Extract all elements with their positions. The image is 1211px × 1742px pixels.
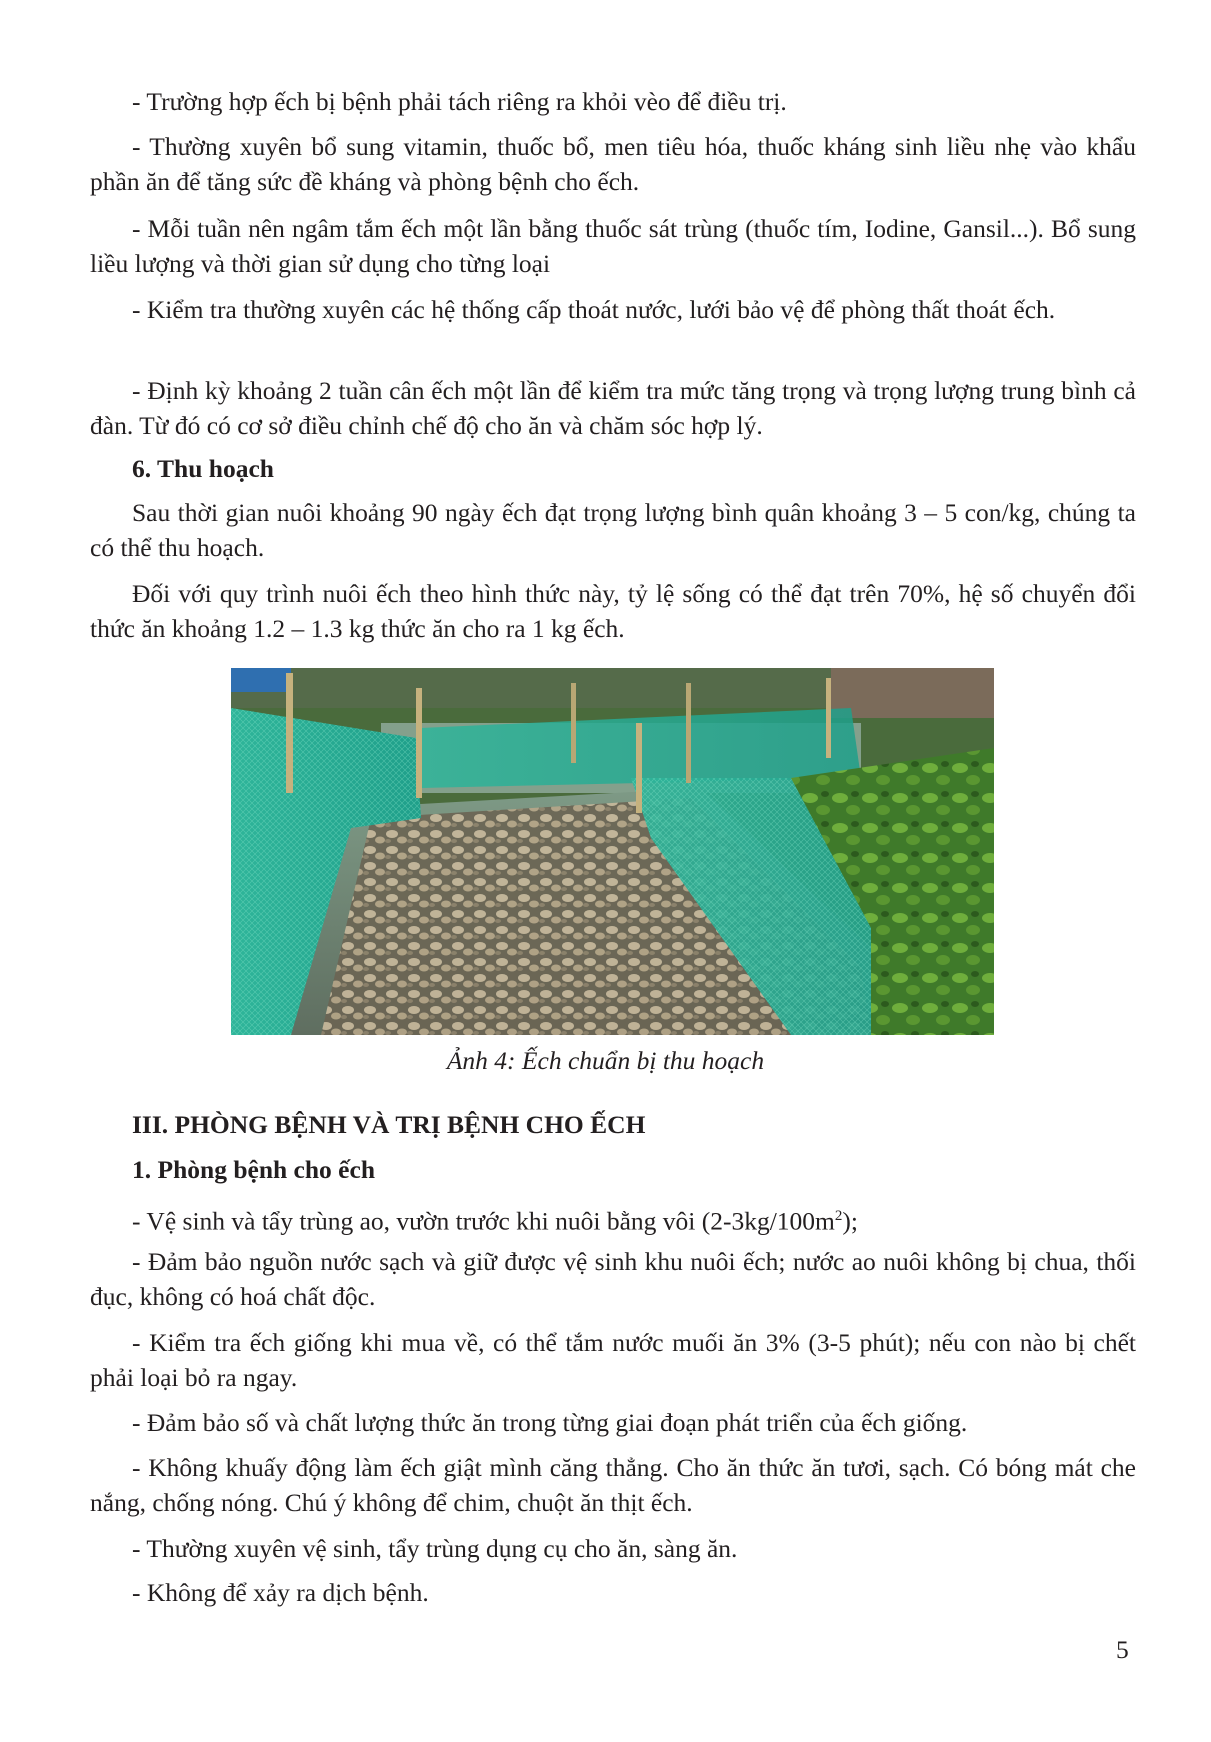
- paragraph-water-system: - Kiểm tra thường xuyên các hệ thống cấp thoát nước, lưới bảo vệ để phòng thất thoát ếch.: [132, 295, 1056, 324]
- lime-text: - Vệ sinh và tẩy trùng ao, vườn trước khi nuôi bằng vôi (2-3kg/100m: [132, 1206, 835, 1236]
- paragraph-stress: - Không khuấy động làm ếch giật mình căng thẳng. Cho ăn thức ăn tươi, sạch. Có bóng mát che nắng, chống nóng. Chú ý không để chim, chuột ăn thịt ếch.: [90, 1453, 1136, 1517]
- paragraph-survival-rate: Đối với quy trình nuôi ếch theo hình thức này, tỷ lệ sống có thể đạt trên 70%, hệ số chuyển đổi thức ăn khoảng 1.2 – 1.3 kg thức ăn cho ra 1 kg ếch.: [90, 579, 1136, 643]
- paragraph-vitamin: - Thường xuyên bổ sung vitamin, thuốc bổ, men tiêu hóa, thuốc kháng sinh liều nhẹ vào khẩu phần ăn để tăng sức đề kháng và phòng bệnh cho ếch.: [90, 132, 1136, 196]
- paragraph-harvest-time: Sau thời gian nuôi khoảng 90 ngày ếch đạt trọng lượng bình quân khoảng 3 – 5 con/kg, chúng ta có thể thu hoạch.: [90, 498, 1136, 562]
- superscript-two: 2: [834, 1208, 843, 1224]
- lime-text-end: );: [842, 1206, 858, 1236]
- page-number: 5: [1116, 1635, 1129, 1664]
- paragraph-salt-bath: - Kiểm tra ếch giống khi mua về, có thể tắm nước muối ăn 3% (3-5 phút); nếu con nào bị chết phải loại bỏ ra ngay.: [90, 1328, 1136, 1392]
- figure-caption: Ảnh 4: Ếch chuẩn bị thu hoạch: [446, 1046, 765, 1075]
- heading-disease-section: III. PHÒNG BỆNH VÀ TRỊ BỆNH CHO ẾCH: [132, 1110, 646, 1139]
- frog-pond-photo: [231, 668, 994, 1035]
- paragraph-tools: - Thường xuyên vệ sinh, tẩy trùng dụng cụ cho ăn, sàng ăn.: [132, 1534, 738, 1563]
- paragraph-weighing: - Định kỳ khoảng 2 tuần cân ếch một lần để kiểm tra mức tăng trọng và trọng lượng trung bình cả đàn. Từ đó có cơ sở điều chỉnh chế độ cho ăn và chăm sóc hợp lý.: [90, 376, 1136, 440]
- paragraph-no-epidemic: - Không để xảy ra dịch bệnh.: [132, 1578, 429, 1607]
- paragraph-lime-disinfect: [90, 1199, 1136, 1239]
- paragraph-sick-frog: - Trường hợp ếch bị bệnh phải tách riêng ra khỏi vèo để điều trị.: [132, 87, 787, 116]
- heading-prevention: 1. Phòng bệnh cho ếch: [132, 1155, 375, 1184]
- paragraph-food-quality: - Đảm bảo số và chất lượng thức ăn trong từng giai đoạn phát triển của ếch giống.: [132, 1408, 968, 1437]
- paragraph-disinfect-bath: - Mỗi tuần nên ngâm tắm ếch một lần bằng thuốc sát trùng (thuốc tím, Iodine, Gansil...). Bổ sung liều lượng và thời gian sử dụng cho từng loại: [90, 214, 1136, 278]
- heading-harvest: 6. Thu hoạch: [132, 454, 274, 483]
- paragraph-clean-water: - Đảm bảo nguồn nước sạch và giữ được vệ sinh khu nuôi ếch; nước ao nuôi không bị chua, thối đục, không có hoá chất độc.: [90, 1247, 1136, 1311]
